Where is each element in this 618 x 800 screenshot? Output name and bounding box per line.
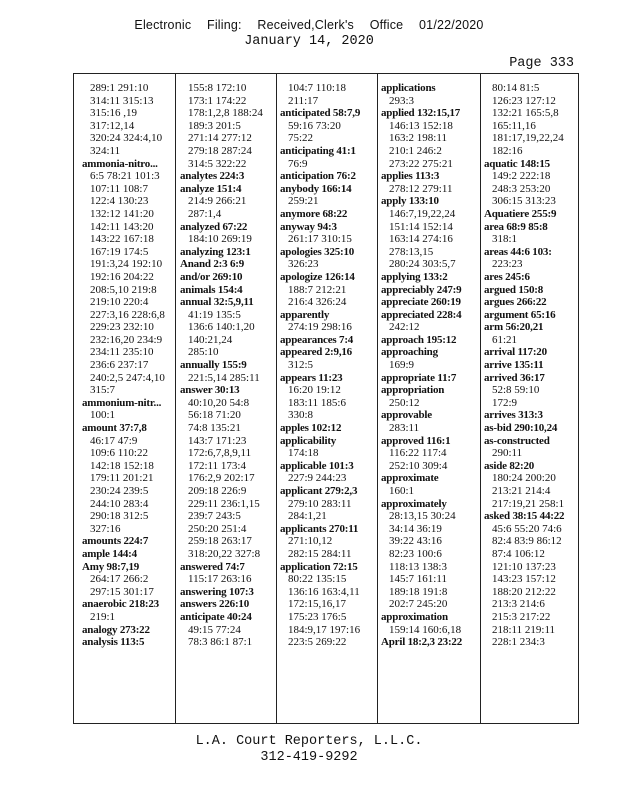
index-term: arm 56:20,21 bbox=[484, 321, 544, 334]
index-term: applied 132:15,17 bbox=[381, 107, 461, 120]
filing-office: Office bbox=[369, 18, 404, 32]
index-citation: 56:18 71:20 bbox=[188, 409, 241, 422]
index-citation: 59:16 73:20 bbox=[288, 119, 341, 132]
index-citation: 208:5,10 219:8 bbox=[90, 283, 157, 296]
index-citation: 216:4 326:24 bbox=[288, 296, 347, 309]
index-citation: 76:9 bbox=[288, 157, 308, 170]
index-term: arrive 135:11 bbox=[484, 359, 544, 372]
index-citation: 87:4 106:12 bbox=[492, 547, 545, 560]
index-citation: 320:24 324:4,10 bbox=[90, 132, 163, 145]
index-citation: 215:3 217:22 bbox=[492, 610, 551, 623]
index-citation: 140:21,24 bbox=[188, 333, 233, 346]
index-citation: 273:22 275:21 bbox=[389, 157, 453, 170]
index-citation: 172:11 173:4 bbox=[188, 459, 246, 472]
reporter-phone: 312-419-9292 bbox=[260, 750, 358, 765]
index-term: answer 30:13 bbox=[180, 384, 240, 397]
index-term: appeared 2:9,16 bbox=[280, 346, 352, 359]
index-citation: 49:15 77:24 bbox=[188, 623, 241, 636]
index-term: application 72:15 bbox=[280, 560, 358, 573]
index-citation: 6:5 78:21 101:3 bbox=[90, 170, 160, 183]
index-citation: 16:20 19:12 bbox=[288, 384, 341, 397]
index-citation: 136:6 140:1,20 bbox=[188, 321, 255, 334]
index-citation: 61:21 bbox=[492, 333, 518, 346]
index-term: animals 154:4 bbox=[180, 283, 243, 296]
index-citation: 315:16 ,19 bbox=[90, 107, 138, 120]
index-citation: 232:16,20 234:9 bbox=[90, 333, 163, 346]
index-citation: 169:9 bbox=[389, 359, 415, 372]
page-number: Page 333 bbox=[509, 56, 574, 71]
index-citation: 132:12 141:20 bbox=[90, 207, 154, 220]
index-citation: 104:7 110:18 bbox=[288, 82, 346, 94]
index-citation: 227:9 244:23 bbox=[288, 472, 347, 485]
index-citation: 315:7 bbox=[90, 384, 116, 397]
index-term: anymore 68:22 bbox=[280, 207, 348, 220]
index-term: approaching bbox=[381, 346, 438, 359]
index-term: argument 65:16 bbox=[484, 308, 556, 321]
index-citation: 261:17 310:15 bbox=[288, 233, 352, 246]
index-term: area 68:9 85:8 bbox=[484, 220, 548, 233]
index-citation: 252:10 309:4 bbox=[389, 459, 448, 472]
index-citation: 229:23 232:10 bbox=[90, 321, 154, 334]
index-citation: 279:18 287:24 bbox=[188, 144, 252, 157]
column-divider bbox=[175, 74, 176, 723]
reporter-company: L.A. Court Reporters, L.L.C. bbox=[195, 734, 423, 749]
index-citation: 250:20 251:4 bbox=[188, 522, 247, 535]
filing-date: 01/22/2020 bbox=[419, 18, 484, 32]
index-citation: 244:10 283:4 bbox=[90, 497, 149, 510]
index-term: anticipated 58:7,9 bbox=[280, 107, 361, 120]
index-citation: 264:17 266:2 bbox=[90, 573, 149, 586]
index-citation: 214:9 266:21 bbox=[188, 195, 247, 208]
index-citation: 160:1 bbox=[389, 485, 415, 497]
index-term: analyzing 123:1 bbox=[180, 245, 251, 258]
index-citation: 314:5 322:22 bbox=[188, 157, 247, 170]
index-citation: 280:24 303:5,7 bbox=[389, 258, 456, 271]
index-term: applicants 270:11 bbox=[280, 522, 359, 535]
index-term: ample 144:4 bbox=[82, 547, 137, 560]
index-citation: 151:14 152:14 bbox=[389, 220, 453, 233]
index-citation: 182:16 bbox=[492, 144, 523, 157]
index-citation: 213:21 214:4 bbox=[492, 485, 551, 497]
index-citation: 282:15 284:11 bbox=[288, 547, 352, 560]
index-citation: 172:6,7,8,9,11 bbox=[188, 447, 252, 460]
index-citation: 278:12 279:11 bbox=[389, 182, 453, 195]
index-citation: 175:23 176:5 bbox=[288, 610, 347, 623]
index-citation: 146:13 152:18 bbox=[389, 119, 453, 132]
index-citation: 223:5 269:22 bbox=[288, 636, 347, 649]
index-citation: 202:7 245:20 bbox=[389, 598, 448, 611]
index-citation: 142:18 152:18 bbox=[90, 459, 154, 472]
index-term: anticipate 40:24 bbox=[180, 610, 252, 623]
index-citation: 52:8 59:10 bbox=[492, 384, 540, 397]
index-citation: 82:23 100:6 bbox=[389, 547, 442, 560]
index-citation: 330:8 bbox=[288, 409, 314, 422]
index-citation: 173:1 174:22 bbox=[188, 94, 247, 107]
index-term: annual 32:5,9,11 bbox=[180, 296, 254, 309]
index-citation: 116:22 117:4 bbox=[389, 447, 447, 460]
index-term: arrival 117:20 bbox=[484, 346, 547, 359]
index-citation: 179:11 201:21 bbox=[90, 472, 154, 485]
index-citation: 218:11 219:11 bbox=[492, 623, 556, 636]
index-citation: 80:22 135:15 bbox=[288, 573, 347, 586]
index-term: analogy 273:22 bbox=[82, 623, 150, 636]
index-citation: 285:10 bbox=[188, 346, 219, 359]
index-citation: 217:19,21 258:1 bbox=[492, 497, 565, 510]
index-citation: 192:16 204:22 bbox=[90, 270, 154, 283]
index-citation: 326:23 bbox=[288, 258, 319, 271]
index-citation: 278:13,15 bbox=[389, 245, 434, 258]
index-term: argued 150:8 bbox=[484, 283, 544, 296]
index-citation: 240:2,5 247:4,10 bbox=[90, 371, 165, 384]
index-term: applicability bbox=[280, 434, 337, 447]
index-citation: 242:12 bbox=[389, 321, 420, 334]
index-term: anyway 94:3 bbox=[280, 220, 337, 233]
transcript-date: January 14, 2020 bbox=[244, 34, 374, 49]
index-citation: 210:1 246:2 bbox=[389, 144, 442, 157]
column-divider bbox=[480, 74, 481, 723]
index-term: answered 74:7 bbox=[180, 560, 245, 573]
index-term: analyze 151:4 bbox=[180, 182, 242, 195]
index-term: aquatic 148:15 bbox=[484, 157, 550, 170]
index-term: ares 245:6 bbox=[484, 270, 530, 283]
index-citation: 318:1 bbox=[492, 233, 518, 246]
index-term: anaerobic 218:23 bbox=[82, 598, 159, 611]
index-citation: 324:11 bbox=[90, 144, 121, 157]
index-citation: 312:5 bbox=[288, 359, 314, 372]
index-term: arrives 313:3 bbox=[484, 409, 543, 422]
index-term: and/or 269:10 bbox=[180, 270, 243, 283]
index-citation: 211:17 bbox=[288, 94, 319, 107]
index-citation: 219:10 220:4 bbox=[90, 296, 149, 309]
index-citation: 143:23 157:12 bbox=[492, 573, 556, 586]
index-citation: 136:16 163:4,11 bbox=[288, 585, 360, 598]
index-citation: 181:17,19,22,24 bbox=[492, 132, 564, 145]
index-citation: 234:11 235:10 bbox=[90, 346, 154, 359]
index-citation: 174:18 bbox=[288, 447, 319, 460]
index-term: anybody 166:14 bbox=[280, 182, 352, 195]
filing-stamp-line bbox=[0, 18, 618, 32]
index-citation: 78:3 86:1 87:1 bbox=[188, 636, 253, 649]
index-citation: 165:11,16 bbox=[492, 119, 536, 132]
index-column-1 bbox=[82, 82, 174, 717]
index-citation: 126:23 127:12 bbox=[492, 94, 556, 107]
index-term: as-constructed bbox=[484, 434, 550, 447]
index-term: appreciated 228:4 bbox=[381, 308, 462, 321]
index-term: appreciably 247:9 bbox=[381, 283, 462, 296]
index-citation: 290:11 bbox=[492, 447, 523, 460]
index-citation: 28:13,15 30:24 bbox=[389, 510, 456, 523]
index-term: applies 113:3 bbox=[381, 170, 440, 183]
index-term: aside 82:20 bbox=[484, 459, 535, 472]
index-citation: 167:19 174:5 bbox=[90, 245, 149, 258]
index-citation: 100:1 bbox=[90, 409, 116, 422]
index-citation: 317:12,14 bbox=[90, 119, 135, 132]
index-citation: 229:11 236:1,15 bbox=[188, 497, 260, 510]
index-term: approximation bbox=[381, 610, 448, 623]
index-citation: 172:15,16,17 bbox=[288, 598, 347, 611]
index-term: ammonia-nitro... bbox=[82, 157, 158, 170]
index-citation: 239:7 243:5 bbox=[188, 510, 241, 523]
index-citation: 248:3 253:20 bbox=[492, 182, 551, 195]
index-term: apparently bbox=[280, 308, 330, 321]
index-term: areas 44:6 103: bbox=[484, 245, 552, 258]
index-citation: 145:7 161:11 bbox=[389, 573, 447, 586]
index-term: applicable 101:3 bbox=[280, 459, 354, 472]
index-citation: 46:17 47:9 bbox=[90, 434, 138, 447]
index-term: appropriation bbox=[381, 384, 445, 397]
index-citation: 132:21 165:5,8 bbox=[492, 107, 559, 120]
index-citation: 289:1 291:10 bbox=[90, 82, 149, 94]
index-citation: 290:18 312:5 bbox=[90, 510, 149, 523]
index-term: answering 107:3 bbox=[180, 585, 254, 598]
index-citation: 274:19 298:16 bbox=[288, 321, 352, 334]
index-citation: 45:6 55:20 74:6 bbox=[492, 522, 562, 535]
index-term: April 18:2,3 23:22 bbox=[381, 636, 463, 649]
index-citation: 189:18 191:8 bbox=[389, 585, 448, 598]
column-divider bbox=[276, 74, 277, 723]
index-citation: 146:7,19,22,24 bbox=[389, 207, 456, 220]
index-citation: 107:11 108:7 bbox=[90, 182, 148, 195]
index-citation: 318:20,22 327:8 bbox=[188, 547, 261, 560]
index-citation: 327:16 bbox=[90, 522, 121, 535]
index-citation: 143:7 171:23 bbox=[188, 434, 247, 447]
index-term: amount 37:7,8 bbox=[82, 422, 147, 435]
index-citation: 176:2,9 202:17 bbox=[188, 472, 255, 485]
filing-electronic: Electronic bbox=[134, 18, 192, 32]
index-term: apply 133:10 bbox=[381, 195, 439, 208]
index-column-4 bbox=[381, 82, 478, 717]
index-term: amounts 224:7 bbox=[82, 535, 149, 548]
index-citation: 283:11 bbox=[389, 422, 420, 435]
index-term: appreciate 260:19 bbox=[381, 296, 461, 309]
index-term: applicant 279:2,3 bbox=[280, 485, 358, 497]
index-term: ammonium-nitr... bbox=[82, 396, 162, 409]
index-term: applications bbox=[381, 82, 436, 94]
index-column-5 bbox=[484, 82, 576, 717]
filing-label: Filing: bbox=[206, 18, 242, 32]
column-divider bbox=[377, 74, 378, 723]
index-citation: 149:2 222:18 bbox=[492, 170, 551, 183]
index-citation: 223:23 bbox=[492, 258, 523, 271]
index-citation: 271:10,12 bbox=[288, 535, 333, 548]
index-citation: 271:14 277:12 bbox=[188, 132, 252, 145]
index-term: analysis 113:5 bbox=[82, 636, 145, 649]
index-citation: 284:1,21 bbox=[288, 510, 327, 523]
index-term: appearances 7:4 bbox=[280, 333, 354, 346]
index-citation: 163:2 198:11 bbox=[389, 132, 447, 145]
index-citation: 115:17 263:16 bbox=[188, 573, 252, 586]
index-citation: 191:3,24 192:10 bbox=[90, 258, 163, 271]
index-citation: 82:4 83:9 86:12 bbox=[492, 535, 562, 548]
index-citation: 221:5,14 285:11 bbox=[188, 371, 260, 384]
index-citation: 209:18 226:9 bbox=[188, 485, 247, 497]
index-citation: 40:10,20 54:8 bbox=[188, 396, 250, 409]
index-citation: 228:1 234:3 bbox=[492, 636, 545, 649]
index-term: apologize 126:14 bbox=[280, 270, 355, 283]
index-citation: 259:18 263:17 bbox=[188, 535, 252, 548]
index-citation: 188:20 212:22 bbox=[492, 585, 556, 598]
filing-received: Received,Clerk's bbox=[257, 18, 355, 32]
index-term: approximate bbox=[381, 472, 439, 485]
index-term: Anand 2:3 6:9 bbox=[180, 258, 245, 271]
index-column-3 bbox=[280, 82, 376, 717]
index-term: annually 155:9 bbox=[180, 359, 247, 372]
index-term: argues 266:22 bbox=[484, 296, 547, 309]
index-citation: 259:21 bbox=[288, 195, 319, 208]
index-citation: 155:8 172:10 bbox=[188, 82, 247, 94]
index-term: approved 116:1 bbox=[381, 434, 451, 447]
index-term: Amy 98:7,19 bbox=[82, 560, 140, 573]
index-citation: 230:24 239:5 bbox=[90, 485, 149, 497]
index-citation: 236:6 237:17 bbox=[90, 359, 149, 372]
index-citation: 180:24 200:20 bbox=[492, 472, 556, 485]
index-citation: 184:10 269:19 bbox=[188, 233, 252, 246]
index-citation: 227:3,16 228:6,8 bbox=[90, 308, 165, 321]
index-citation: 279:10 283:11 bbox=[288, 497, 352, 510]
index-citation: 293:3 bbox=[389, 94, 415, 107]
index-citation: 41:19 135:5 bbox=[188, 308, 241, 321]
index-term: analytes 224:3 bbox=[180, 170, 245, 183]
index-citation: 250:12 bbox=[389, 396, 420, 409]
index-term: apples 102:12 bbox=[280, 422, 342, 435]
index-citation: 39:22 43:16 bbox=[389, 535, 442, 548]
index-term: appropriate 11:7 bbox=[381, 371, 457, 384]
index-term: analyzed 67:22 bbox=[180, 220, 248, 233]
index-citation: 122:4 130:23 bbox=[90, 195, 149, 208]
index-citation: 118:13 138:3 bbox=[389, 560, 447, 573]
index-citation: 178:1,2,8 188:24 bbox=[188, 107, 263, 120]
index-citation: 109:6 110:22 bbox=[90, 447, 148, 460]
index-term: appears 11:23 bbox=[280, 371, 343, 384]
index-citation: 184:9,17 197:16 bbox=[288, 623, 361, 636]
index-citation: 188:7 212:21 bbox=[288, 283, 347, 296]
index-citation: 314:11 315:13 bbox=[90, 94, 154, 107]
index-citation: 80:14 81:5 bbox=[492, 82, 540, 94]
index-term: approximately bbox=[381, 497, 447, 510]
index-citation: 172:9 bbox=[492, 396, 518, 409]
index-citation: 159:14 160:6,18 bbox=[389, 623, 462, 636]
index-citation: 143:22 167:18 bbox=[90, 233, 154, 246]
index-term: arrived 36:17 bbox=[484, 371, 545, 384]
index-citation: 75:22 bbox=[288, 132, 314, 145]
index-citation: 142:11 143:20 bbox=[90, 220, 154, 233]
index-citation: 183:11 185:6 bbox=[288, 396, 346, 409]
index-term: answers 226:10 bbox=[180, 598, 250, 611]
index-term: approvable bbox=[381, 409, 432, 422]
index-term: Aquatiere 255:9 bbox=[484, 207, 557, 220]
index-citation: 213:3 214:6 bbox=[492, 598, 545, 611]
index-citation: 74:8 135:21 bbox=[188, 422, 241, 435]
index-citation: 34:14 36:19 bbox=[389, 522, 442, 535]
index-citation: 121:10 137:23 bbox=[492, 560, 556, 573]
index-term: anticipating 41:1 bbox=[280, 144, 356, 157]
index-citation: 297:15 301:17 bbox=[90, 585, 154, 598]
index-citation: 306:15 313:23 bbox=[492, 195, 556, 208]
index-citation: 219:1 bbox=[90, 610, 116, 623]
index-citation: 189:3 201:5 bbox=[188, 119, 241, 132]
index-citation: 287:1,4 bbox=[188, 207, 222, 220]
index-term: approach 195:12 bbox=[381, 333, 457, 346]
index-term: as-bid 290:10,24 bbox=[484, 422, 558, 435]
index-term: anticipation 76:2 bbox=[280, 170, 356, 183]
index-citation: 163:14 274:16 bbox=[389, 233, 453, 246]
index-term: apologies 325:10 bbox=[280, 245, 355, 258]
index-term: applying 133:2 bbox=[381, 270, 448, 283]
index-frame bbox=[73, 73, 579, 724]
index-column-2 bbox=[180, 82, 276, 717]
index-term: asked 38:15 44:22 bbox=[484, 510, 565, 523]
